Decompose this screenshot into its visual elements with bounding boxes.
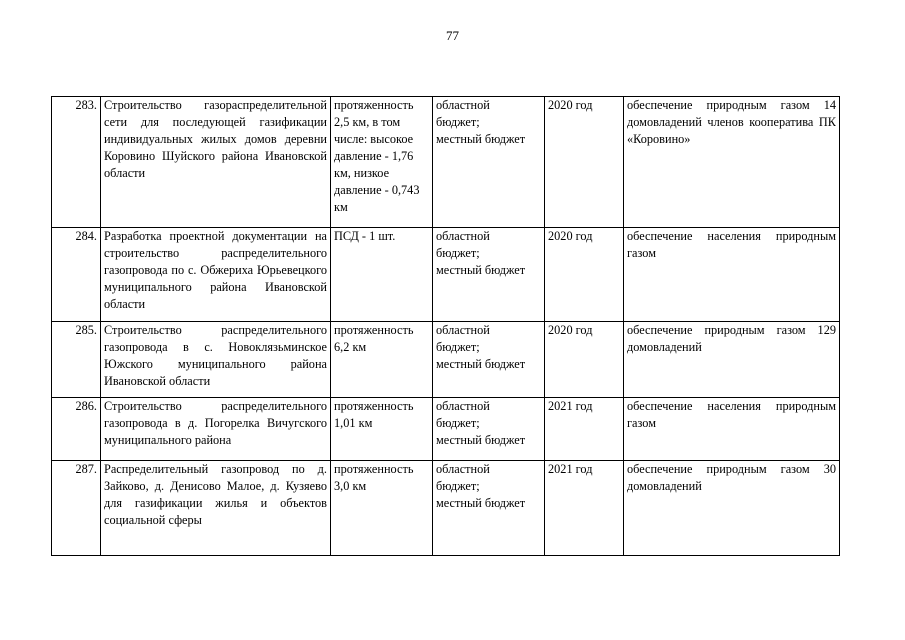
expected-result: обеспечение природным газом 14 домовладений членов кооператива ПК «Коровино»: [624, 97, 840, 228]
table-row: [52, 461, 840, 556]
project-description: Строительство газораспределительной сети для последующей газификации индивидуальных жилых домов деревни Коровино Шуйского района Ивановской области: [101, 97, 331, 228]
funding-source: областной бюджет; местный бюджет: [433, 97, 545, 228]
expected-result: обеспечение природным газом 30 домовладений: [624, 461, 840, 556]
project-size: протяженность 6,2 км: [331, 322, 433, 398]
project-year: 2020 год: [545, 322, 624, 398]
project-year: 2021 год: [545, 398, 624, 461]
expected-result: обеспечение природным газом 129 домовладений: [624, 322, 840, 398]
funding-source: областной бюджет; местный бюджет: [433, 461, 545, 556]
funding-source: областной бюджет; местный бюджет: [433, 398, 545, 461]
row-number: 285.: [52, 322, 101, 398]
projects-table: [51, 96, 840, 556]
project-size: протяженность 2,5 км, в том числе: высокое давление - 1,76 км, низкое давление - 0,743 км: [331, 97, 433, 228]
row-number: 284.: [52, 228, 101, 322]
project-description: Строительство распределительного газопровода в д. Погорелка Вичугского муниципального района: [101, 398, 331, 461]
expected-result: обеспечение населения природным газом: [624, 228, 840, 322]
project-description: Строительство распределительного газопровода в с. Новоклязьминское Южского муниципального района Ивановской области: [101, 322, 331, 398]
row-number: 283.: [52, 97, 101, 228]
project-description: Распределительный газопровод по д. Зайково, д. Денисово Малое, д. Кузяево для газификации жилья и объектов социальной сферы: [101, 461, 331, 556]
row-number: 286.: [52, 398, 101, 461]
project-year: 2021 год: [545, 461, 624, 556]
project-size: ПСД - 1 шт.: [331, 228, 433, 322]
funding-source: областной бюджет; местный бюджет: [433, 228, 545, 322]
page-number: 77: [446, 28, 459, 43]
expected-result: обеспечение населения природным газом: [624, 398, 840, 461]
project-year: 2020 год: [545, 228, 624, 322]
row-number: 287.: [52, 461, 101, 556]
project-size: протяженность 3,0 км: [331, 461, 433, 556]
table-row: [52, 398, 840, 461]
table-row: [52, 228, 840, 322]
funding-source: областной бюджет; местный бюджет: [433, 322, 545, 398]
project-year: 2020 год: [545, 97, 624, 228]
project-description: Разработка проектной документации на строительство распределительного газопровода по с. Обжериха Юрьевецкого муниципального района Ивановской области: [101, 228, 331, 322]
project-size: протяженность 1,01 км: [331, 398, 433, 461]
table-row: [52, 97, 840, 228]
table-row: [52, 322, 840, 398]
